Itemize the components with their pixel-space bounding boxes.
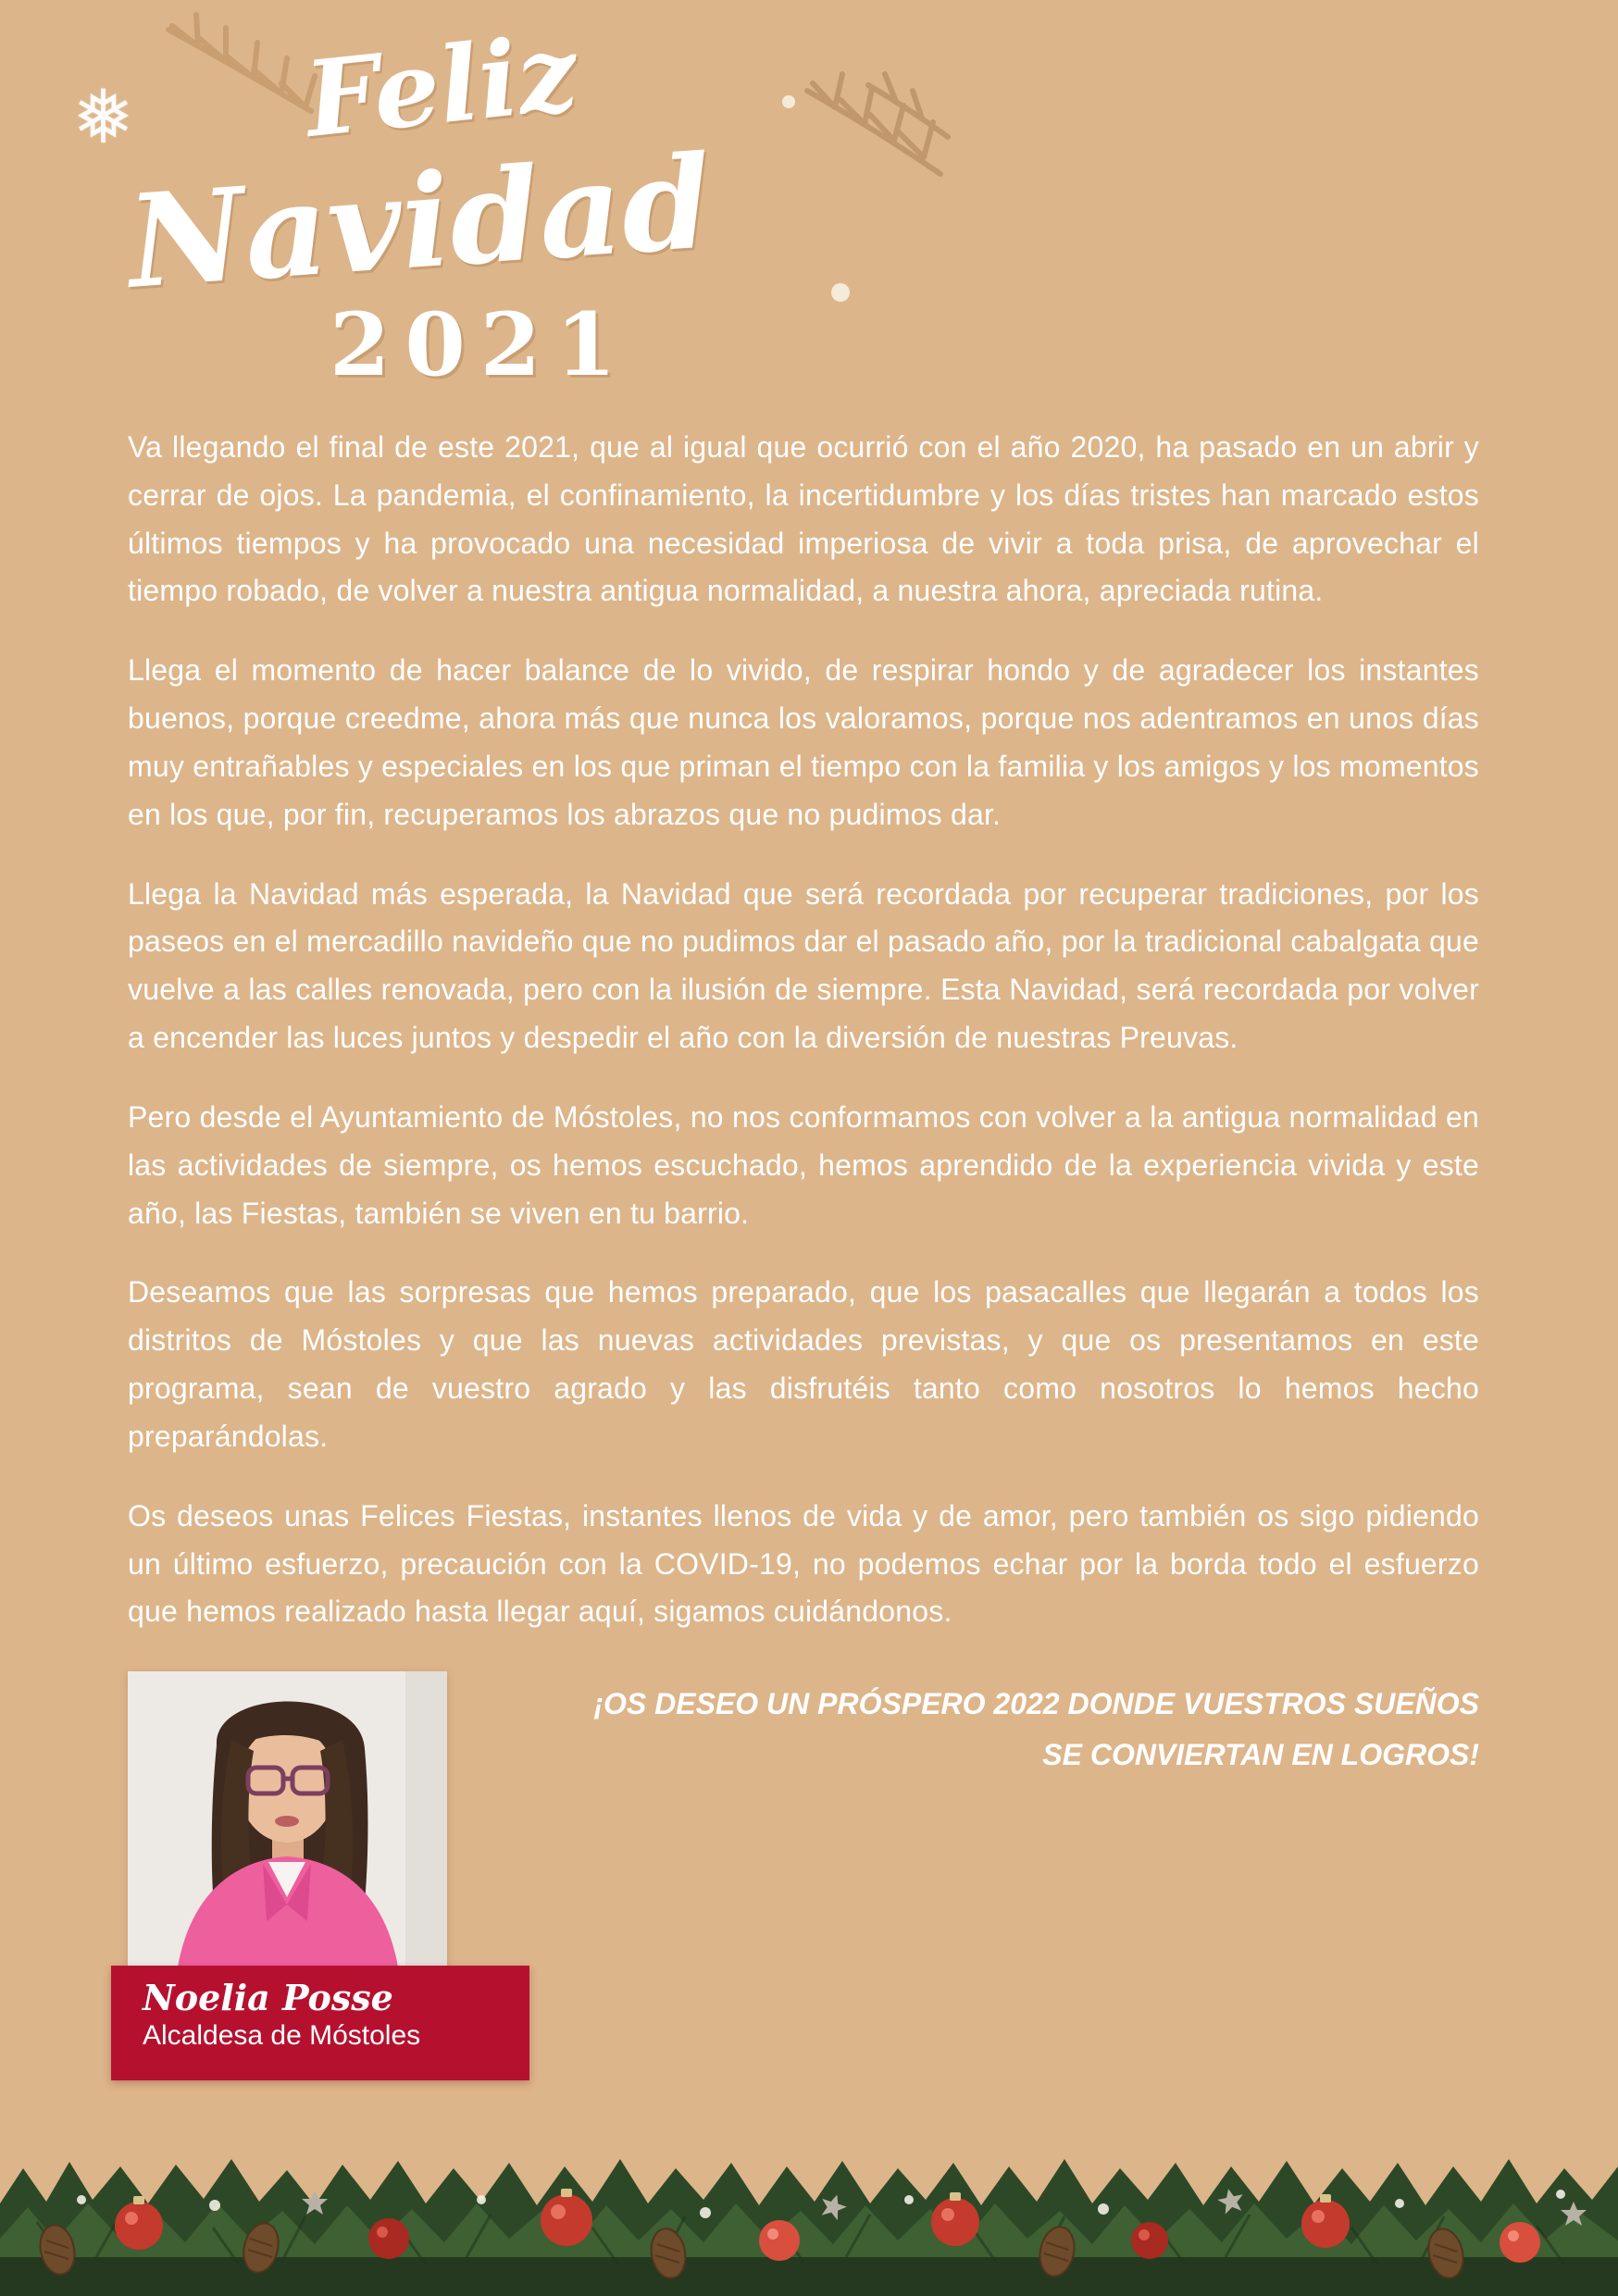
letter-paragraph: Pero desde el Ayuntamiento de Móstoles, no nos conformamos con volver a la antigua normalidad en las actividades de siempre, os hemos escuchado, hemos aprendido de la experiencia vivida y este año, las Fiestas, también se viven en tu barrio. (128, 1099, 1479, 1230)
pine-branch-top-left-icon (168, 15, 315, 111)
mayor-photo (128, 1671, 447, 1979)
letter-paragraph: Llega la Navidad más esperada, la Navidad que será recordada por recuperar tradiciones, por los paseos en el mercadillo navideño que no pudimos dar el pasado año, por la tradicional cabalgata que vuelve a las calles renovada, pero con la ilusión de siempre. Esta Navidad, será recordada por volver a encender las luces juntos y despedir el año con la diversión de nuestras Preuvas. (128, 876, 1479, 1055)
mayor-portrait-illustration (128, 1671, 447, 1979)
snow-dot-icon (831, 283, 850, 302)
letter-paragraph: Deseamos que las sorpresas que hemos preparado, que los pasacalles que llegarán a todos los distritos de Móstoles y que las nuevas actividades previstas, y que os presentamos en este programa, sean de vuestro agrado y las disfrutéis tanto como nosotros lo hemos hecho preparándolas. (128, 1275, 1479, 1453)
letter-paragraph: Os deseos unas Felices Fiestas, instantes llenos de vida y de amor, pero también os sigo pidiendo un último esfuerzo, precaución con la COVID-19, no podemos echar por la borda todo el esfuerzo que hemos realizado hasta llegar aquí, sigamos cuidándonos. (128, 1498, 1479, 1629)
title-feliz: Feliz (299, 12, 583, 161)
closing-line-2: SE CONVIERTAN EN LOGROS! (1042, 1737, 1479, 1771)
mayor-title: Alcaldesa de Móstoles (143, 2020, 421, 2052)
snow-dot-icon (782, 95, 795, 108)
letter-paragraph: Va llegando el final de este 2021, que al igual que ocurrió con el año 2020, ha pasado en un abrir y cerrar de ojos. La pandemia, el confinamiento, la incertidumbre y los días tristes han marcado estos últimos tiempos y ha provocado una necesidad imperiosa de vivir a toda prisa, de aprovechar el tiempo robado, de volver a nuestra antigua normalidad, a nuestra ahora, apreciada rutina. (128, 430, 1479, 608)
signature-row (128, 1668, 1479, 2223)
snowflake-icon: ❅ (72, 76, 135, 158)
title-year: 2021 (330, 294, 631, 396)
mayor-name: Noelia Posse (143, 1977, 393, 2019)
closing-wish (405, 1679, 1479, 1780)
closing-line-1: ¡OS DESEO UN PRÓSPERO 2022 DONDE VUESTROS SUEÑOS (593, 1687, 1479, 1721)
letter-body (128, 424, 1479, 2223)
signature-banner (111, 1966, 529, 2080)
title-navidad: Navidad (123, 126, 716, 317)
pine-branch-top-right-icon (807, 74, 948, 174)
letter-paragraph: Llega el momento de hacer balance de lo vivido, de respirar hondo y de agradecer los instantes buenos, porque creedme, ahora más que nunca los valoramos, porque nos adentramos en unos días muy entrañables y especiales en los que priman el tiempo con la familia y los amigos y los momentos en los que, por fin, recuperamos los abrazos que no pudimos dar. (128, 653, 1479, 831)
